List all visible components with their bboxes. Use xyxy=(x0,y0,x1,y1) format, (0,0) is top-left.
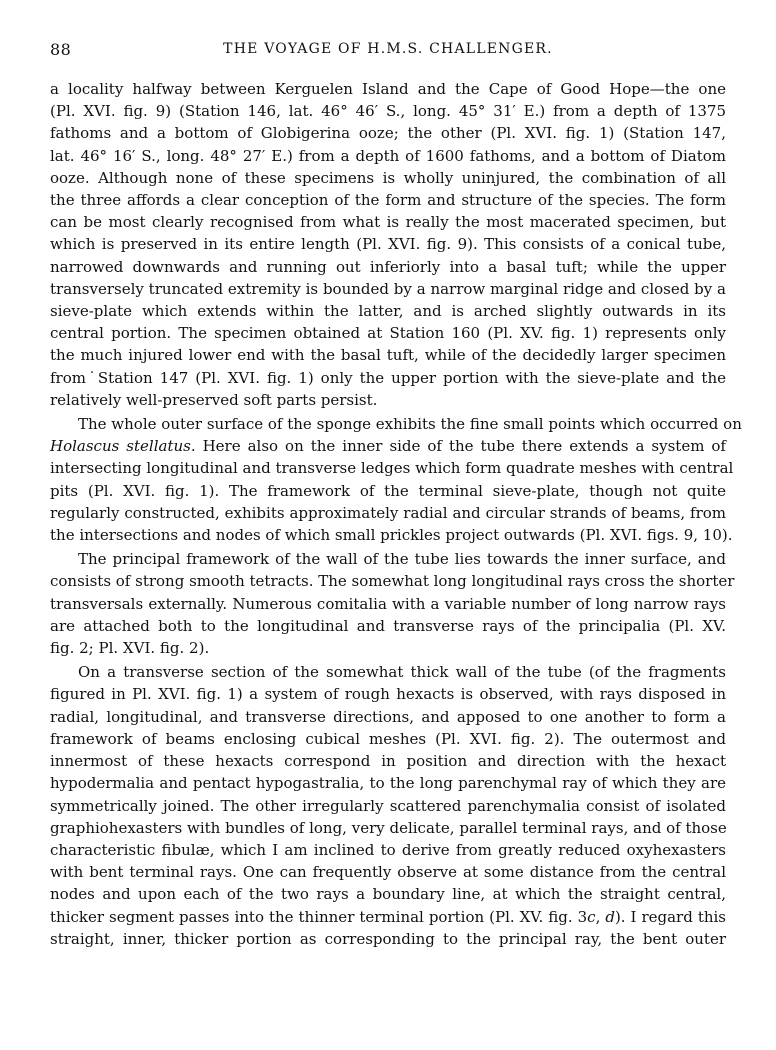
text-line: lat. 46° 16′ S., long. 48° 27′ E.) from a depth of 1600 fathoms, and a bottom of Diatom xyxy=(50,146,726,165)
text-line: On a transverse section of the somewhat thick wall of the tube (of the fragments xyxy=(78,663,726,682)
text-line: The principal framework of the wall of the tube lies towards the inner surface, and xyxy=(78,550,726,569)
italic-species-name: Holascus stellatus. xyxy=(50,437,196,456)
text-line: central portion. The specimen obtained at Station 160 (Pl. XV. fig. 1) represents only xyxy=(50,324,726,343)
text-line: from˙Station 147 (Pl. XVI. fig. 1) only the upper portion with the sieve-plate and the xyxy=(50,368,726,387)
text-line: ooze. Although none of these specimens is wholly uninjured, the combination of all xyxy=(50,168,726,187)
text-line-with-italic xyxy=(50,435,726,457)
text-line: sieve-plate which extends within the latter, and is arched slightly outwards in its xyxy=(50,302,726,321)
text-line: narrowed downwards and running out inferiorly into a basal tuft; while the upper xyxy=(50,257,726,276)
text-segment: Here also on the inner side of the tube there extends a system of xyxy=(202,437,726,456)
body-text xyxy=(50,78,742,950)
text-line: with bent terminal rays. One can frequently observe at some distance from the central xyxy=(50,863,726,882)
text-line: straight, inner, thicker portion as corresponding to the principal ray, the bent outer xyxy=(50,929,726,948)
text-line: pits (Pl. XVI. fig. 1). The framework of the terminal sieve-plate, though not quite xyxy=(50,481,726,500)
text-line: intersecting longitudinal and transverse ledges which form quadrate meshes with central xyxy=(50,459,734,478)
text-line: innermost of these hexacts correspond in position and direction with the hexact xyxy=(50,752,726,771)
text-line: (Pl. XVI. fig. 9) (Station 146, lat. 46° 46′ S., long. 45° 31′ E.) from a depth of 1375 xyxy=(50,102,726,121)
text-line: regularly constructed, exhibits approximately radial and circular strands of beams, from xyxy=(50,503,726,522)
text-line: the much injured lower end with the basal tuft, while of the decidedly larger specimen xyxy=(50,346,726,365)
text-line: consists of strong smooth tetracts. The somewhat long longitudinal rays cross the shorter xyxy=(50,572,735,591)
text-line: a locality halfway between Kerguelen Island and the Cape of Good Hope—the one xyxy=(50,80,726,98)
text-line: are attached both to the longitudinal and transverse rays of the principalia (Pl. XV. xyxy=(50,616,726,635)
text-line: graphiohexasters with bundles of long, very delicate, parallel terminal rays, and of those xyxy=(50,818,727,837)
text-line: fathoms and a bottom of Globigerina ooze; the other (Pl. XVI. fig. 1) (Station 147, xyxy=(50,124,726,143)
paragraph-1 xyxy=(50,78,726,411)
text-line: hypodermalia and pentact hypogastralia, to the long parenchymal ray of which they are xyxy=(50,774,726,793)
text-line: framework of beams enclosing cubical meshes (Pl. XVI. fig. 2). The outermost and xyxy=(50,729,726,748)
page-header xyxy=(50,40,726,62)
text-line: which is preserved in its entire length (Pl. XVI. fig. 9). This consists of a conical tube, xyxy=(50,235,726,254)
text-line: fig. 2; Pl. XVI. fig. 2). xyxy=(50,639,210,658)
text-line: figured in Pl. XVI. fig. 1) a system of rough hexacts is observed, with rays disposed in xyxy=(50,685,726,704)
italic-figure-letter: c xyxy=(587,907,596,926)
paragraph-3 xyxy=(50,548,735,659)
text-line: characteristic fibulæ, which I am inclined to derive from greatly reduced oxyhexasters xyxy=(50,840,726,859)
text-line: the three affords a clear conception of the form and structure of the species. The form xyxy=(50,191,726,210)
text-segment: , xyxy=(595,907,606,926)
text-segment: thicker segment passes into the thinner terminal portion (Pl. XV. fig. 3 xyxy=(50,907,588,926)
paragraph-4 xyxy=(50,661,726,950)
text-line: transversals externally. Numerous comitalia with a variable number of long narrow rays xyxy=(50,594,726,613)
text-line: The whole outer surface of the sponge exhibits the fine small points which occurred on xyxy=(78,415,742,434)
italic-figure-letter: d xyxy=(605,907,615,926)
text-line: relatively well-preserved soft parts persist. xyxy=(50,390,378,409)
text-line: nodes and upon each of the two rays a boundary line, at which the straight central, xyxy=(50,885,726,904)
running-title: THE VOYAGE OF H.M.S. CHALLENGER. xyxy=(223,41,553,57)
text-line: the intersections and nodes of which small prickles project outwards (Pl. XVI. figs. 9, 10). xyxy=(50,526,733,545)
text-line-with-italic xyxy=(50,906,726,928)
text-segment: ). I regard this xyxy=(614,907,726,926)
page-number: 88 xyxy=(50,40,72,59)
text-line: transversely truncated extremity is bounded by a narrow marginal ridge and closed by a xyxy=(50,279,726,298)
text-line: symmetrically joined. The other irregularly scattered parenchymalia consist of isolated xyxy=(50,796,726,815)
paragraph-2 xyxy=(50,413,742,546)
text-line: can be most clearly recognised from what is really the most macerated specimen, but xyxy=(50,213,726,232)
text-line: radial, longitudinal, and transverse directions, and apposed to one another to form a xyxy=(50,707,726,726)
